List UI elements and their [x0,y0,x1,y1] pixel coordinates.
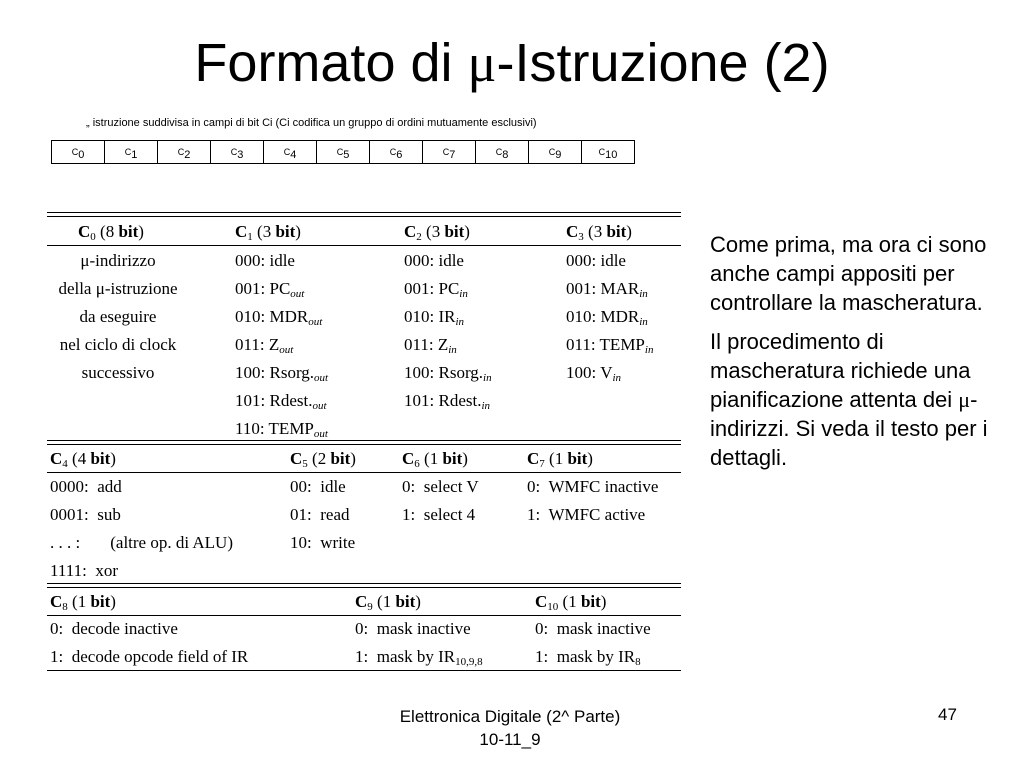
table-rule [47,212,681,213]
title-mu: μ [467,33,497,93]
c0-line: nel ciclo di clock [59,335,177,354]
side-paragraph-1: Come prima, ma ora ci sono anche campi appositi per controllare la mascheratura. [710,232,987,315]
c0-line: da eseguire [79,307,157,326]
bit-field-c5: $C_5$ [317,141,370,164]
c3-entry: 000: idle [566,251,626,270]
c8-entry: 0: decode inactive [50,619,178,638]
table-rule [47,472,681,473]
table3-header-c9: $C_9$ (1 bit) [355,592,421,613]
side-paragraph-2: Il procedimento di mascheratura richiede una pianificazione attenta dei μ-indirizzi. Si veda il testo per i dettagli. [710,329,988,470]
c3-entry: 100: $V_{in}$ [566,363,622,384]
table-rule [47,444,681,445]
bit-field-c2: $C_2$ [158,141,211,164]
c1-entry: 101: $Rdest._{out}$ [235,391,327,412]
bit-field-c7: $C_7$ [423,141,476,164]
c0-line: della μ-istruzione [58,279,178,298]
c5-entry: 00: idle [290,477,346,496]
c10-entry: 1: mask by $IR_8$ [535,647,641,668]
c9-entry: 0: mask inactive [355,619,471,638]
table-rule [47,615,681,616]
c1-entry: 011: $Z_{out}$ [235,335,294,356]
table-rule [47,583,681,584]
page-number: 47 [938,705,957,724]
slide-footer [370,705,650,751]
table1-header-c0: $C_0$ (8 bit) [78,222,144,243]
c2-entry: 001: $PC_{in}$ [404,279,468,300]
table2-header-c4: $C_4$ (4 bit) [50,449,116,470]
bit-field-c1: $C_1$ [105,141,158,164]
c4-entry: 1111: xor [50,561,119,580]
table-rule [47,245,681,246]
c9-entry: 1: mask by $IR_{10,9,8}$ [355,647,483,668]
c2-entry: 100: $Rsorg._{in}$ [404,363,492,384]
c0-line: successivo [81,363,155,382]
bit-fields-caption: „ istruzione suddivisa in campi di bit Ci (Ci codifica un gruppo di ordini mutuamente esclusivi) [86,117,537,129]
c3-entry: 010: $MDR_{in}$ [566,307,648,328]
c2-entry: 101: $Rdest._{in}$ [404,391,491,412]
table-rule [47,587,681,588]
c1-entry: 100: $Rsorg._{out}$ [235,363,329,384]
c1-entry: 001: $PC_{out}$ [235,279,305,300]
bit-field-c6: $C_6$ [370,141,423,164]
table1-header-c1: $C_1$ (3 bit) [235,222,301,243]
c0-line: μ-indirizzo [80,251,156,270]
table-rule [47,440,681,441]
table3-header-c10: $C_{10}$ (1 bit) [535,592,607,613]
c4-entry: 0000: add [50,477,122,496]
title-prefix: Formato di [194,33,468,93]
c4-entry: . . . : (altre op. di ALU) [50,533,233,552]
c1-entry: 000: idle [235,251,295,270]
footer-course: Elettronica Digitale (2^ Parte) [399,707,621,726]
c4-entry: 0001: sub [50,505,121,524]
c2-entry: 000: idle [404,251,464,270]
c5-entry: 10: write [290,533,356,552]
table2-header-c5: $C_5$ (2 bit) [290,449,356,470]
c2-entry: 011: $Z_{in}$ [404,335,457,356]
table3-header-c8: $C_8$ (1 bit) [50,592,116,613]
slide-title [0,33,1024,93]
c8-entry: 1: decode opcode field of IR [50,647,249,666]
table1-header-c3: $C_3$ (3 bit) [566,222,632,243]
c7-entry: 0: WMFC inactive [527,477,659,496]
bit-field-strip [51,140,635,164]
c1-entry: 110: $TEMP_{out}$ [235,419,328,440]
c2-entry: 010: $IR_{in}$ [404,307,465,328]
table2-header-c6: $C_6$ (1 bit) [402,449,468,470]
side-notes [710,230,1010,482]
table-rule [47,670,681,671]
bit-field-c8: $C_8$ [476,141,529,164]
bit-field-c4: $C_4$ [264,141,317,164]
table2-header-c7: $C_7$ (1 bit) [527,449,593,470]
c6-entry: 1: select 4 [402,505,476,524]
bit-field-c9: $C_9$ [529,141,582,164]
c1-entry: 010: $MDR_{out}$ [235,307,323,328]
title-suffix: -Istruzione (2) [496,33,830,93]
footer-edition: 10-11_9 [479,730,541,749]
bit-field-c0: $C_0$ [52,141,105,164]
table1-header-c2: $C_2$ (3 bit) [404,222,470,243]
c5-entry: 01: read [290,505,350,524]
c6-entry: 0: select V [402,477,479,496]
c3-entry: 001: $MAR_{in}$ [566,279,648,300]
c3-entry: 011: $TEMP_{in}$ [566,335,654,356]
table-rule [47,216,681,217]
bit-field-c3: $C_3$ [211,141,264,164]
c7-entry: 1: WMFC active [527,505,646,524]
c10-entry: 0: mask inactive [535,619,651,638]
bit-field-c10: $C_{10}$ [582,141,635,164]
